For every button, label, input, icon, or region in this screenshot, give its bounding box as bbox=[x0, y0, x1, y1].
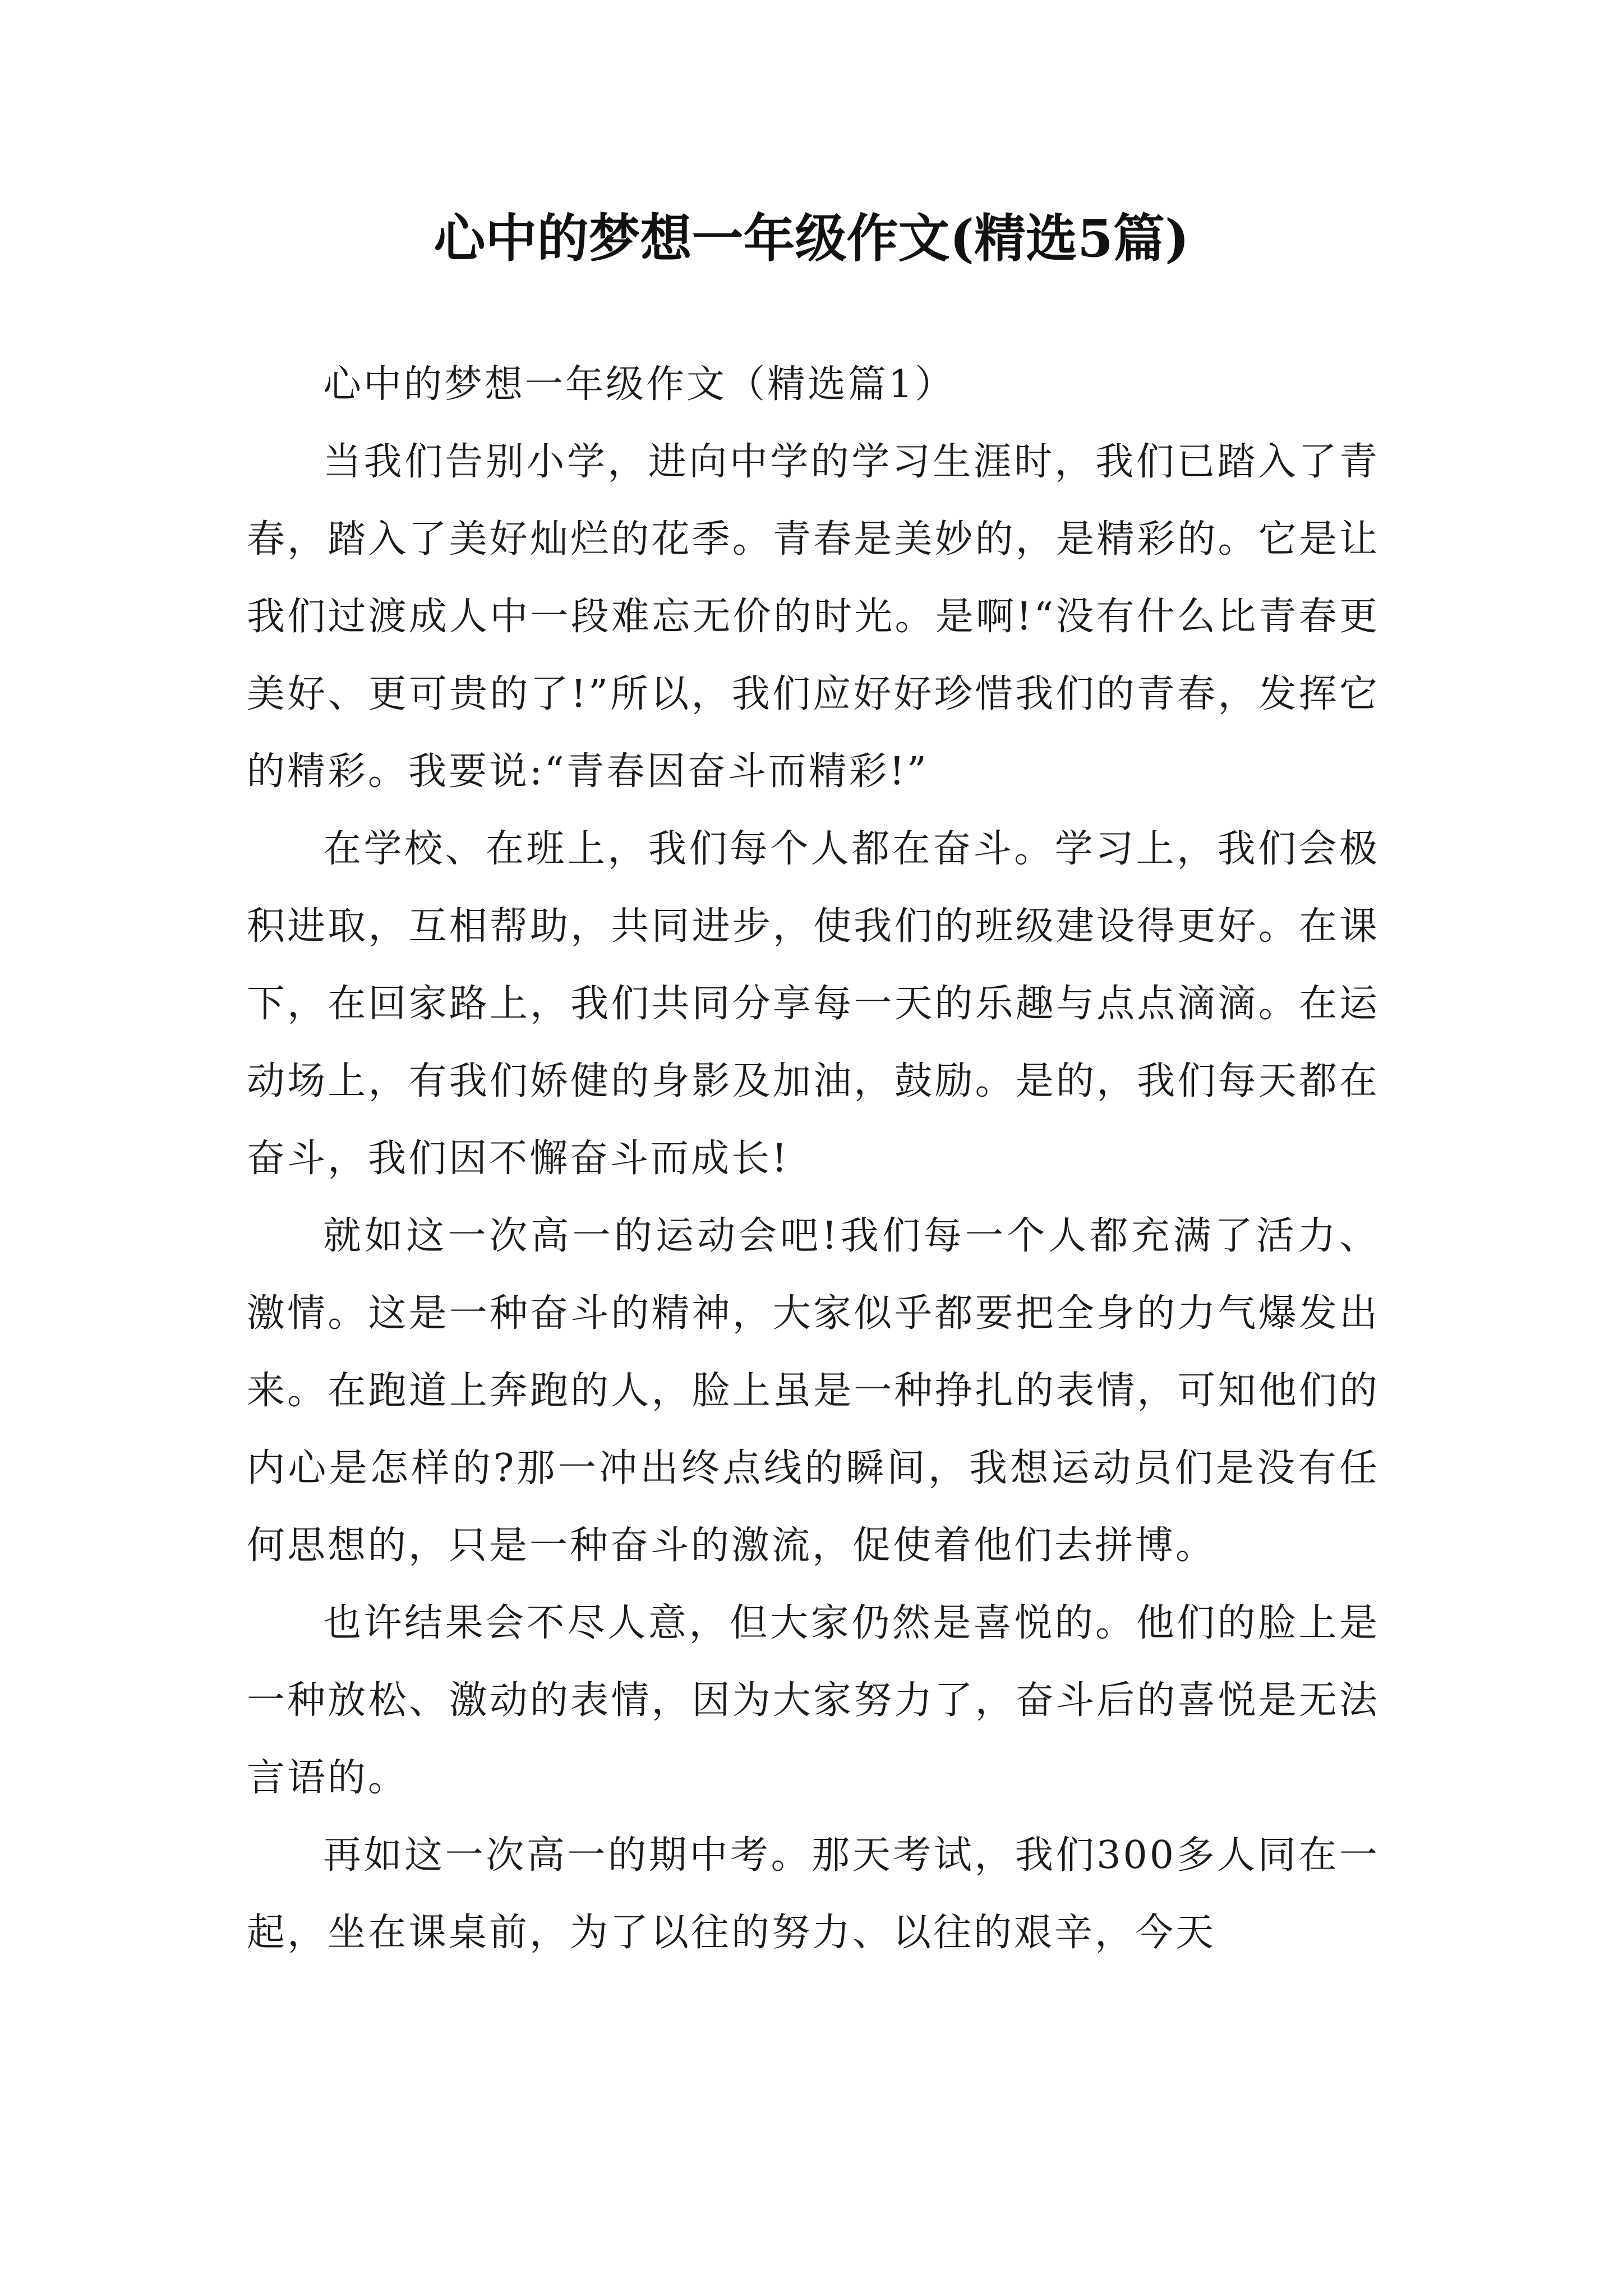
paragraph: 再如这一次高一的期中考。那天考试，我们300多人同在一起，坐在课桌前，为了以往的努力、以往的艰辛，今天 bbox=[247, 1833, 1380, 1955]
paragraph: 也许结果会不尽人意，但大家仍然是喜悦的。他们的脸上是一种放松、激动的表情，因为大家努力了，奋斗后的喜悦是无法言语的。 bbox=[247, 1601, 1380, 1800]
document-title: 心中的梦想一年级作文(精选5篇) bbox=[434, 208, 1189, 269]
section-heading: 心中的梦想一年级作文（精选篇1） bbox=[323, 362, 956, 407]
paragraph: 在学校、在班上，我们每个人都在奋斗。学习上，我们会极积进取，互相帮助，共同进步，使我们的班级建设得更好。在课下，在回家路上，我们共同分享每一天的乐趣与点点滴滴。在运动场上，有我们娇健的身影及加油，鼓励。是的，我们每天都在奋斗，我们因不懈奋斗而成长! bbox=[247, 827, 1380, 1181]
document-body bbox=[247, 346, 1380, 1972]
paragraph: 当我们告别小学，进向中学的学习生涯时，我们已踏入了青春，踏入了美好灿烂的花季。青春是美妙的，是精彩的。它是让我们过渡成人中一段难忘无价的时光。是啊!“没有什么比青春更美好、更可贵的了!”所以，我们应好好珍惜我们的青春，发挥它的精彩。我要说:“青春因奋斗而精彩!” bbox=[247, 440, 1380, 794]
paragraph: 就如这一次高一的运动会吧!我们每一个人都充满了活力、激情。这是一种奋斗的精神，大家似乎都要把全身的力气爆发出来。在跑道上奔跑的人，脸上虽是一种挣扎的表情，可知他们的内心是怎样的?那一冲出终点线的瞬间，我想运动员们是没有任何思想的，只是一种奋斗的激流，促使着他们去拼博。 bbox=[247, 1214, 1380, 1568]
